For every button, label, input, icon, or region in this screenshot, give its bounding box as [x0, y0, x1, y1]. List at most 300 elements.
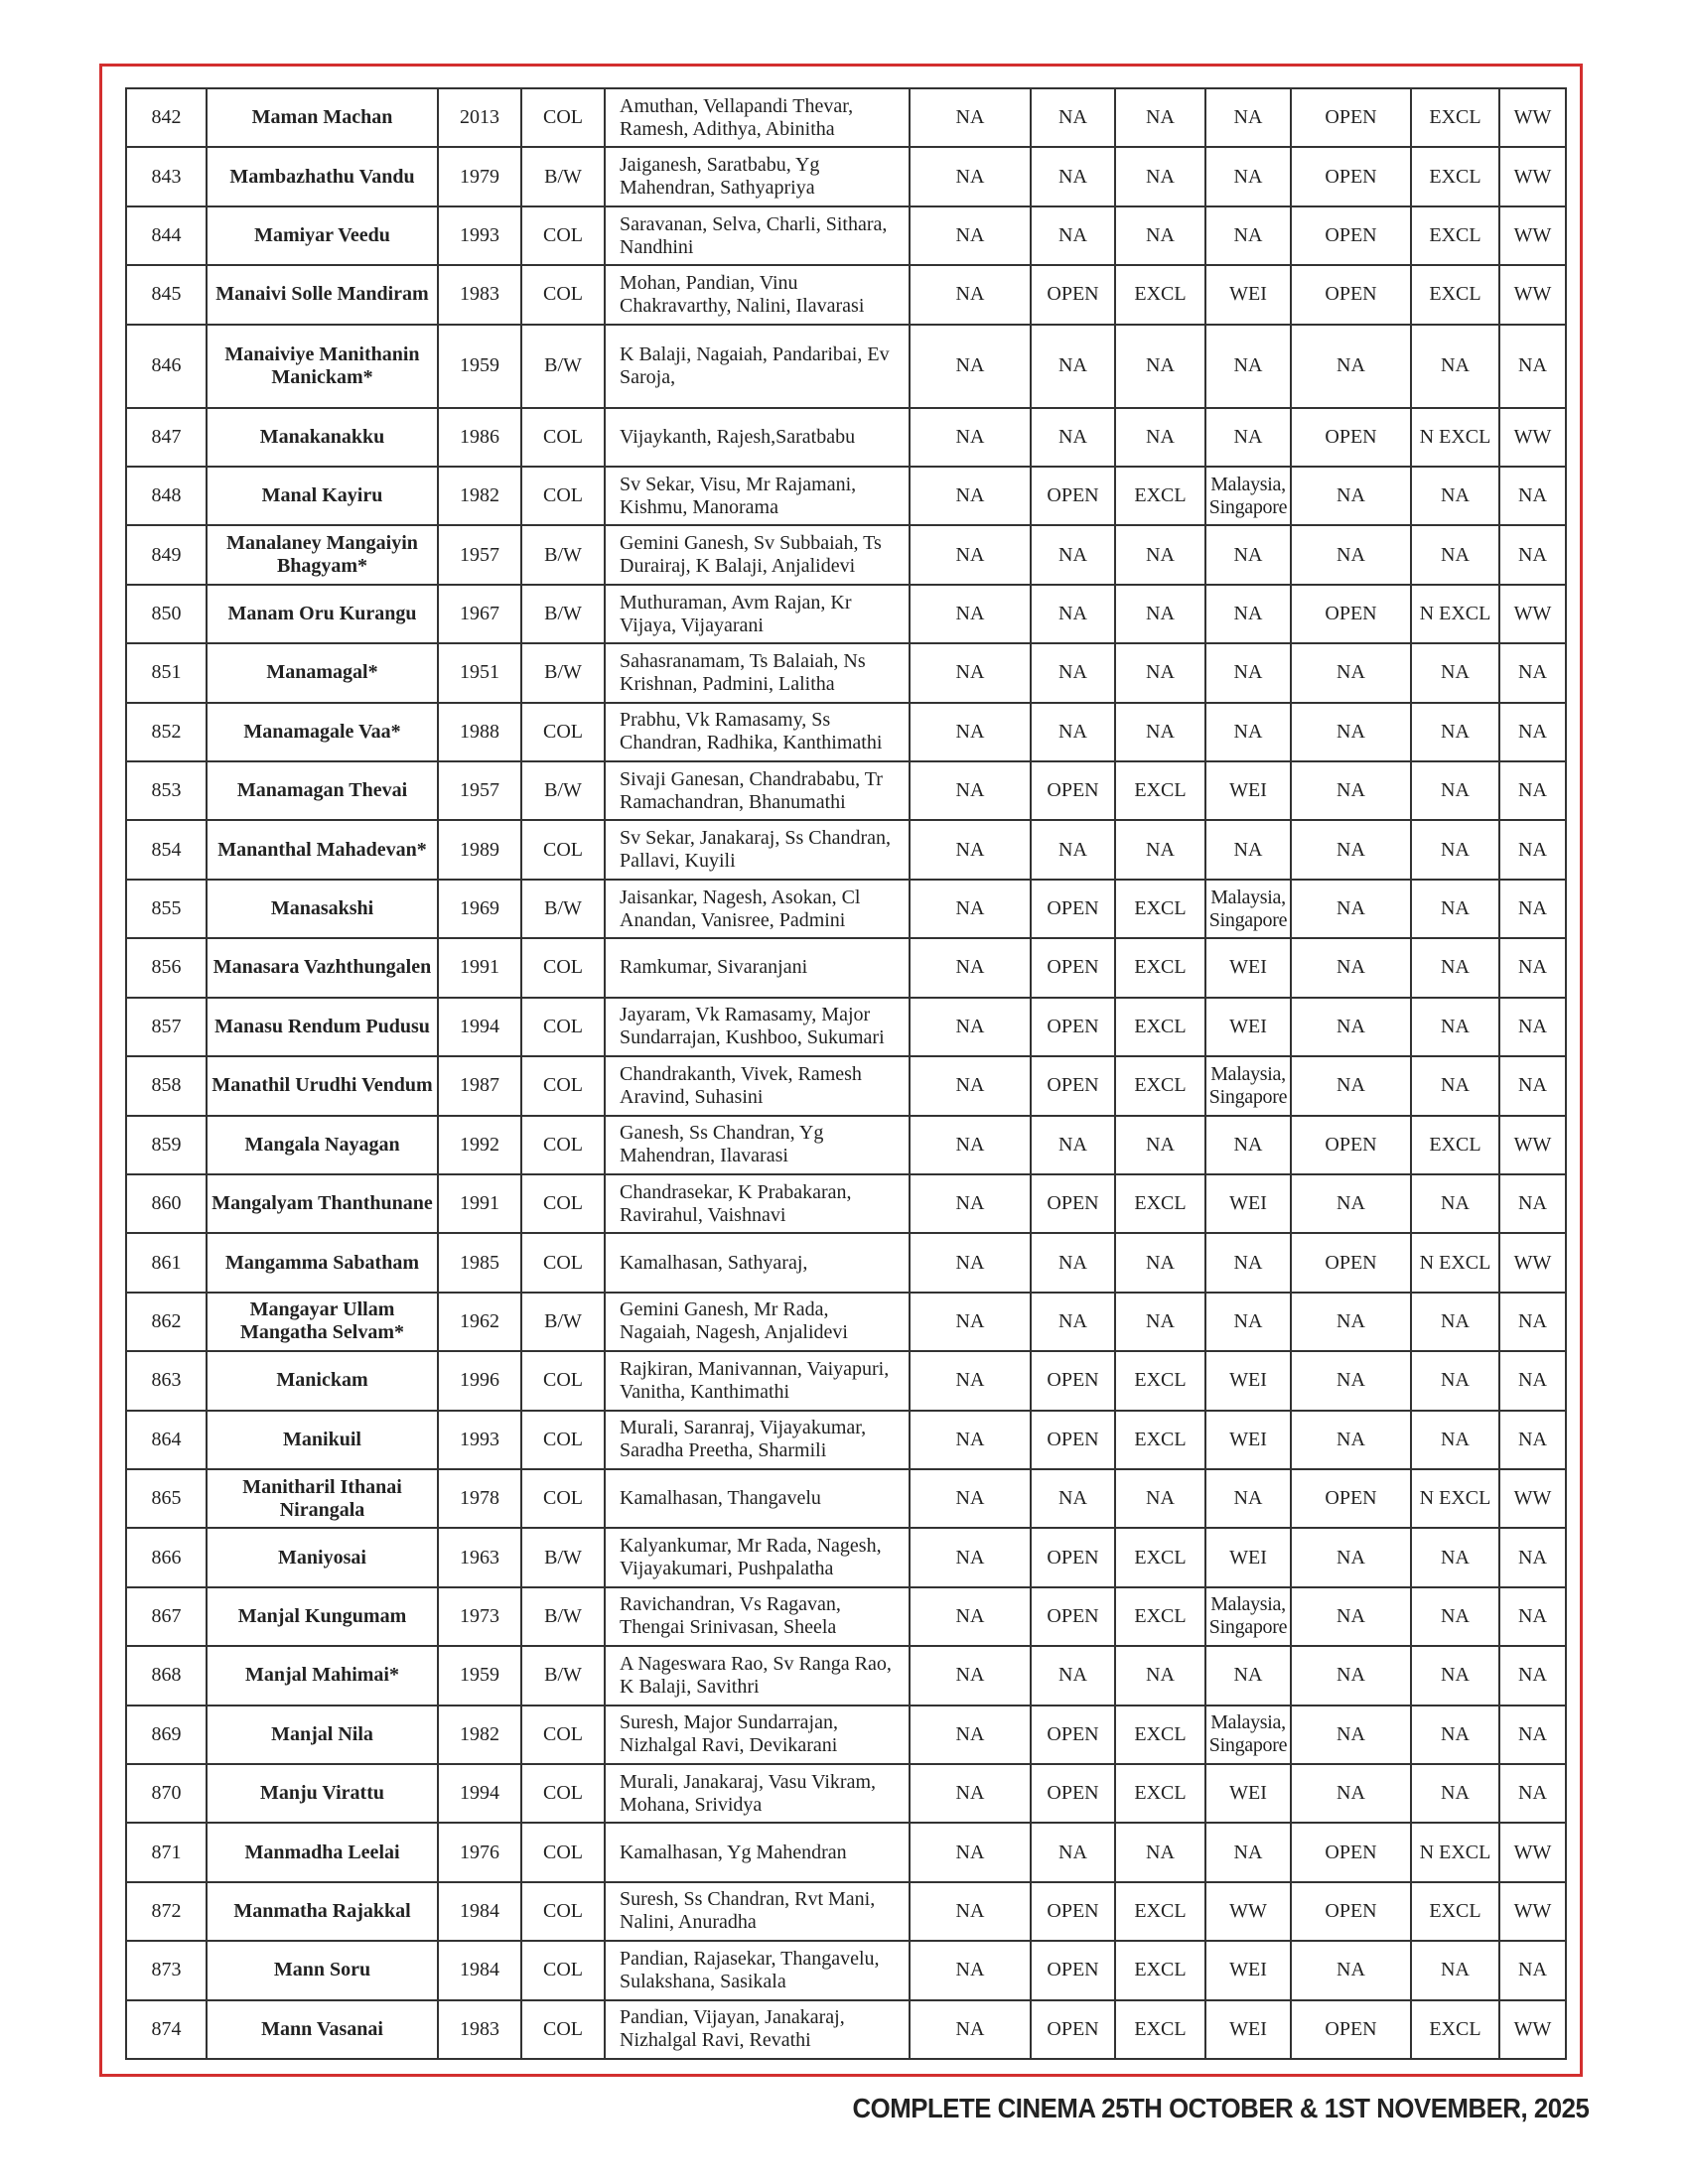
rights-col-3-cell: EXCL [1115, 265, 1205, 324]
rights-col-7-cell: NA [1499, 820, 1566, 879]
rights-col-6-cell: NA [1411, 1587, 1499, 1646]
rights-col-7-cell: WW [1499, 206, 1566, 265]
rights-col-7-cell: WW [1499, 1116, 1566, 1174]
color-type-cell: COL [521, 1469, 605, 1528]
rights-col-1-cell: NA [910, 1411, 1031, 1469]
rights-col-6-cell: NA [1411, 1174, 1499, 1233]
rights-col-7-cell: NA [1499, 1587, 1566, 1646]
rights-col-6-cell: EXCL [1411, 265, 1499, 324]
rights-col-7-cell: WW [1499, 585, 1566, 643]
rights-col-6-cell: NA [1411, 820, 1499, 879]
table-row [126, 585, 1566, 643]
rights-col-4-cell: NA [1205, 1823, 1291, 1881]
color-type-cell: COL [521, 2000, 605, 2059]
rights-col-5-cell: NA [1291, 938, 1411, 997]
rights-col-2-cell: NA [1031, 820, 1115, 879]
rights-col-1-cell: NA [910, 703, 1031, 761]
rights-col-5-cell: OPEN [1291, 585, 1411, 643]
table-row [126, 265, 1566, 324]
serial-number-cell: 845 [126, 265, 207, 324]
rights-col-5-cell: OPEN [1291, 265, 1411, 324]
rights-col-2-cell: NA [1031, 1293, 1115, 1351]
rights-col-1-cell: NA [910, 1587, 1031, 1646]
rights-col-4-cell: NA [1205, 1469, 1291, 1528]
color-type-cell: COL [521, 938, 605, 997]
serial-number-cell: 843 [126, 147, 207, 205]
serial-number-cell: 874 [126, 2000, 207, 2059]
rights-col-6-cell: NA [1411, 1056, 1499, 1115]
rights-col-6-cell: NA [1411, 1528, 1499, 1586]
film-title-cell: Manjal Mahimai* [207, 1646, 438, 1705]
color-type-cell: B/W [521, 1528, 605, 1586]
film-title-cell: Mamiyar Veedu [207, 206, 438, 265]
serial-number-cell: 868 [126, 1646, 207, 1705]
cast-cell: Jaisankar, Nagesh, Asokan, Cl Anandan, Vanisree, Padmini [605, 880, 910, 938]
rights-col-3-cell: EXCL [1115, 938, 1205, 997]
serial-number-cell: 856 [126, 938, 207, 997]
rights-col-7-cell: NA [1499, 1941, 1566, 1999]
color-type-cell: COL [521, 1706, 605, 1764]
table-row [126, 88, 1566, 147]
table-row [126, 525, 1566, 584]
film-title-cell: Manjal Nila [207, 1706, 438, 1764]
color-type-cell: COL [521, 820, 605, 879]
rights-col-2-cell: OPEN [1031, 2000, 1115, 2059]
table-body [126, 88, 1566, 2059]
rights-col-7-cell: NA [1499, 1764, 1566, 1823]
cast-cell: Sv Sekar, Visu, Mr Rajamani, Kishmu, Manorama [605, 467, 910, 525]
year-cell: 1959 [438, 1646, 521, 1705]
rights-col-5-cell: OPEN [1291, 408, 1411, 467]
rights-col-6-cell: NA [1411, 1293, 1499, 1351]
serial-number-cell: 849 [126, 525, 207, 584]
rights-col-5-cell: NA [1291, 643, 1411, 702]
rights-col-6-cell: NA [1411, 938, 1499, 997]
rights-col-1-cell: NA [910, 2000, 1031, 2059]
serial-number-cell: 847 [126, 408, 207, 467]
rights-col-1-cell: NA [910, 820, 1031, 879]
rights-col-5-cell: OPEN [1291, 147, 1411, 205]
rights-col-4-cell: Malaysia, Singapore [1205, 1587, 1291, 1646]
rights-col-6-cell: NA [1411, 525, 1499, 584]
table-row [126, 2000, 1566, 2059]
film-title-cell: Manaiviye Manithanin Manickam* [207, 325, 438, 408]
film-title-cell: Mangala Nayagan [207, 1116, 438, 1174]
rights-col-5-cell: OPEN [1291, 1882, 1411, 1941]
footer-publication-line: COMPLETE CINEMA 25TH OCTOBER & 1ST NOVEMBER, 2025 [852, 2093, 1589, 2123]
rights-col-4-cell: NA [1205, 525, 1291, 584]
table-row [126, 1233, 1566, 1292]
table-row [126, 1823, 1566, 1881]
rights-col-1-cell: NA [910, 147, 1031, 205]
rights-col-4-cell: WEI [1205, 938, 1291, 997]
year-cell: 1988 [438, 703, 521, 761]
table-row [126, 325, 1566, 408]
rights-col-6-cell: NA [1411, 1764, 1499, 1823]
table-row [126, 820, 1566, 879]
rights-col-4-cell: WEI [1205, 1941, 1291, 1999]
table-row [126, 1174, 1566, 1233]
cast-cell: Sahasranamam, Ts Balaiah, Ns Krishnan, Padmini, Lalitha [605, 643, 910, 702]
rights-col-1-cell: NA [910, 1706, 1031, 1764]
rights-col-1-cell: NA [910, 1941, 1031, 1999]
rights-col-4-cell: WEI [1205, 1764, 1291, 1823]
film-title-cell: Manjal Kungumam [207, 1587, 438, 1646]
rights-col-6-cell: N EXCL [1411, 408, 1499, 467]
serial-number-cell: 866 [126, 1528, 207, 1586]
rights-col-1-cell: NA [910, 265, 1031, 324]
rights-col-7-cell: WW [1499, 88, 1566, 147]
rights-col-4-cell: WEI [1205, 1411, 1291, 1469]
table-row [126, 643, 1566, 702]
rights-col-4-cell: Malaysia, Singapore [1205, 467, 1291, 525]
year-cell: 1986 [438, 408, 521, 467]
rights-col-3-cell: NA [1115, 1646, 1205, 1705]
rights-col-4-cell: Malaysia, Singapore [1205, 880, 1291, 938]
year-cell: 1957 [438, 525, 521, 584]
table-row [126, 938, 1566, 997]
rights-col-1-cell: NA [910, 1174, 1031, 1233]
film-title-cell: Mananthal Mahadevan* [207, 820, 438, 879]
serial-number-cell: 857 [126, 998, 207, 1056]
color-type-cell: B/W [521, 1646, 605, 1705]
rights-col-5-cell: NA [1291, 703, 1411, 761]
year-cell: 1959 [438, 325, 521, 408]
cast-cell: Jaiganesh, Saratbabu, Yg Mahendran, Sathyapriya [605, 147, 910, 205]
rights-col-3-cell: EXCL [1115, 1882, 1205, 1941]
table-row [126, 1706, 1566, 1764]
rights-col-7-cell: WW [1499, 1233, 1566, 1292]
rights-col-6-cell: EXCL [1411, 206, 1499, 265]
rights-col-5-cell: NA [1291, 1411, 1411, 1469]
serial-number-cell: 859 [126, 1116, 207, 1174]
rights-col-4-cell: NA [1205, 643, 1291, 702]
film-rights-table [125, 87, 1567, 2060]
rights-col-7-cell: NA [1499, 998, 1566, 1056]
rights-col-1-cell: NA [910, 1764, 1031, 1823]
serial-number-cell: 872 [126, 1882, 207, 1941]
rights-col-5-cell: NA [1291, 1587, 1411, 1646]
year-cell: 1994 [438, 998, 521, 1056]
cast-cell: Ganesh, Ss Chandran, Yg Mahendran, Ilavarasi [605, 1116, 910, 1174]
rights-col-5-cell: NA [1291, 325, 1411, 408]
year-cell: 1984 [438, 1882, 521, 1941]
rights-col-3-cell: NA [1115, 1469, 1205, 1528]
color-type-cell: COL [521, 1116, 605, 1174]
serial-number-cell: 846 [126, 325, 207, 408]
cast-cell: Chandrakanth, Vivek, Ramesh Aravind, Suhasini [605, 1056, 910, 1115]
year-cell: 1993 [438, 206, 521, 265]
rights-col-2-cell: NA [1031, 206, 1115, 265]
rights-col-3-cell: EXCL [1115, 1174, 1205, 1233]
cast-cell: Kamalhasan, Yg Mahendran [605, 1823, 910, 1881]
serial-number-cell: 850 [126, 585, 207, 643]
rights-col-3-cell: EXCL [1115, 2000, 1205, 2059]
table-row [126, 147, 1566, 205]
rights-col-3-cell: EXCL [1115, 1706, 1205, 1764]
rights-col-6-cell: EXCL [1411, 88, 1499, 147]
cast-cell: Gemini Ganesh, Mr Rada, Nagaiah, Nagesh, Anjalidevi [605, 1293, 910, 1351]
rights-col-1-cell: NA [910, 206, 1031, 265]
rights-col-5-cell: NA [1291, 880, 1411, 938]
rights-col-6-cell: EXCL [1411, 2000, 1499, 2059]
film-title-cell: Manamagale Vaa* [207, 703, 438, 761]
film-title-cell: Maniyosai [207, 1528, 438, 1586]
rights-col-3-cell: NA [1115, 1293, 1205, 1351]
rights-col-2-cell: NA [1031, 1116, 1115, 1174]
rights-col-2-cell: OPEN [1031, 1056, 1115, 1115]
color-type-cell: B/W [521, 1587, 605, 1646]
rights-col-6-cell: NA [1411, 1351, 1499, 1410]
table-row [126, 408, 1566, 467]
rights-col-1-cell: NA [910, 1469, 1031, 1528]
rights-col-2-cell: OPEN [1031, 1528, 1115, 1586]
cast-cell: Amuthan, Vellapandi Thevar, Ramesh, Adithya, Abinitha [605, 88, 910, 147]
rights-col-3-cell: NA [1115, 820, 1205, 879]
table-row [126, 1587, 1566, 1646]
table-row [126, 1941, 1566, 1999]
serial-number-cell: 860 [126, 1174, 207, 1233]
rights-col-1-cell: NA [910, 1056, 1031, 1115]
color-type-cell: COL [521, 88, 605, 147]
table-row [126, 1293, 1566, 1351]
rights-col-1-cell: NA [910, 1233, 1031, 1292]
rights-col-3-cell: EXCL [1115, 1764, 1205, 1823]
cast-cell: Jayaram, Vk Ramasamy, Major Sundarrajan, Kushboo, Sukumari [605, 998, 910, 1056]
cast-cell: Murali, Janakaraj, Vasu Vikram, Mohana, Srividya [605, 1764, 910, 1823]
cast-cell: Ramkumar, Sivaranjani [605, 938, 910, 997]
year-cell: 1962 [438, 1293, 521, 1351]
rights-col-3-cell: NA [1115, 1823, 1205, 1881]
rights-col-4-cell: NA [1205, 820, 1291, 879]
serial-number-cell: 862 [126, 1293, 207, 1351]
year-cell: 1976 [438, 1823, 521, 1881]
film-title-cell: Manathil Urudhi Vendum [207, 1056, 438, 1115]
rights-col-1-cell: NA [910, 325, 1031, 408]
rights-col-7-cell: NA [1499, 880, 1566, 938]
rights-col-4-cell: NA [1205, 1116, 1291, 1174]
rights-col-7-cell: WW [1499, 147, 1566, 205]
color-type-cell: COL [521, 1411, 605, 1469]
rights-col-5-cell: NA [1291, 1528, 1411, 1586]
rights-col-2-cell: NA [1031, 1469, 1115, 1528]
color-type-cell: COL [521, 1882, 605, 1941]
rights-col-2-cell: NA [1031, 643, 1115, 702]
rights-col-2-cell: OPEN [1031, 1351, 1115, 1410]
table-row [126, 467, 1566, 525]
rights-col-5-cell: NA [1291, 467, 1411, 525]
rights-col-4-cell: WEI [1205, 1528, 1291, 1586]
rights-col-5-cell: NA [1291, 1941, 1411, 1999]
rights-col-3-cell: NA [1115, 88, 1205, 147]
table-row [126, 1056, 1566, 1115]
rights-col-5-cell: OPEN [1291, 1469, 1411, 1528]
rights-col-2-cell: OPEN [1031, 467, 1115, 525]
rights-col-3-cell: EXCL [1115, 1587, 1205, 1646]
cast-cell: Kamalhasan, Sathyaraj, [605, 1233, 910, 1292]
table-row [126, 1882, 1566, 1941]
rights-col-4-cell: NA [1205, 585, 1291, 643]
color-type-cell: COL [521, 1941, 605, 1999]
rights-col-1-cell: NA [910, 585, 1031, 643]
rights-col-4-cell: NA [1205, 206, 1291, 265]
rights-col-2-cell: NA [1031, 525, 1115, 584]
rights-col-1-cell: NA [910, 643, 1031, 702]
film-title-cell: Manamagan Thevai [207, 761, 438, 820]
table-row [126, 880, 1566, 938]
cast-cell: Vijaykanth, Rajesh,Saratbabu [605, 408, 910, 467]
cast-cell: A Nageswara Rao, Sv Ranga Rao, K Balaji, Savithri [605, 1646, 910, 1705]
rights-col-4-cell: NA [1205, 1646, 1291, 1705]
rights-col-2-cell: NA [1031, 325, 1115, 408]
rights-col-2-cell: OPEN [1031, 1411, 1115, 1469]
rights-col-1-cell: NA [910, 998, 1031, 1056]
serial-number-cell: 861 [126, 1233, 207, 1292]
rights-col-3-cell: NA [1115, 325, 1205, 408]
rights-col-3-cell: EXCL [1115, 998, 1205, 1056]
rights-col-7-cell: NA [1499, 1706, 1566, 1764]
year-cell: 1991 [438, 1174, 521, 1233]
year-cell: 1983 [438, 2000, 521, 2059]
cast-cell: Suresh, Major Sundarrajan, Nizhalgal Ravi, Devikarani [605, 1706, 910, 1764]
color-type-cell: B/W [521, 761, 605, 820]
serial-number-cell: 851 [126, 643, 207, 702]
rights-col-1-cell: NA [910, 1351, 1031, 1410]
rights-col-2-cell: NA [1031, 1233, 1115, 1292]
cast-cell: Pandian, Vijayan, Janakaraj, Nizhalgal Ravi, Revathi [605, 2000, 910, 2059]
table-row [126, 703, 1566, 761]
rights-col-6-cell: EXCL [1411, 1882, 1499, 1941]
rights-col-3-cell: NA [1115, 147, 1205, 205]
color-type-cell: COL [521, 998, 605, 1056]
rights-col-5-cell: OPEN [1291, 1116, 1411, 1174]
year-cell: 1978 [438, 1469, 521, 1528]
cast-cell: Saravanan, Selva, Charli, Sithara, Nandhini [605, 206, 910, 265]
rights-col-7-cell: NA [1499, 938, 1566, 997]
rights-col-1-cell: NA [910, 88, 1031, 147]
rights-col-2-cell: OPEN [1031, 761, 1115, 820]
rights-col-3-cell: EXCL [1115, 1351, 1205, 1410]
rights-col-7-cell: NA [1499, 1351, 1566, 1410]
rights-col-7-cell: WW [1499, 265, 1566, 324]
rights-col-7-cell: WW [1499, 1882, 1566, 1941]
year-cell: 1992 [438, 1116, 521, 1174]
rights-col-7-cell: WW [1499, 408, 1566, 467]
rights-col-5-cell: NA [1291, 820, 1411, 879]
year-cell: 1979 [438, 147, 521, 205]
rights-col-3-cell: NA [1115, 525, 1205, 584]
cast-cell: Gemini Ganesh, Sv Subbaiah, Ts Durairaj, K Balaji, Anjalidevi [605, 525, 910, 584]
rights-col-7-cell: NA [1499, 1056, 1566, 1115]
color-type-cell: B/W [521, 585, 605, 643]
film-title-cell: Manitharil Ithanai Nirangala [207, 1469, 438, 1528]
serial-number-cell: 867 [126, 1587, 207, 1646]
rights-col-6-cell: NA [1411, 467, 1499, 525]
cast-cell: Murali, Saranraj, Vijayakumar, Saradha Preetha, Sharmili [605, 1411, 910, 1469]
film-title-cell: Mangamma Sabatham [207, 1233, 438, 1292]
table-row [126, 761, 1566, 820]
rights-col-6-cell: NA [1411, 643, 1499, 702]
serial-number-cell: 870 [126, 1764, 207, 1823]
rights-col-7-cell: NA [1499, 1293, 1566, 1351]
rights-col-4-cell: WEI [1205, 265, 1291, 324]
serial-number-cell: 863 [126, 1351, 207, 1410]
rights-col-2-cell: NA [1031, 147, 1115, 205]
rights-col-5-cell: NA [1291, 761, 1411, 820]
rights-col-5-cell: OPEN [1291, 1233, 1411, 1292]
film-title-cell: Mann Vasanai [207, 2000, 438, 2059]
color-type-cell: COL [521, 1233, 605, 1292]
rights-col-1-cell: NA [910, 408, 1031, 467]
rights-col-4-cell: NA [1205, 147, 1291, 205]
rights-col-2-cell: OPEN [1031, 938, 1115, 997]
rights-col-1-cell: NA [910, 938, 1031, 997]
color-type-cell: B/W [521, 1293, 605, 1351]
rights-col-7-cell: NA [1499, 325, 1566, 408]
rights-col-5-cell: NA [1291, 1056, 1411, 1115]
rights-col-3-cell: EXCL [1115, 1411, 1205, 1469]
rights-col-4-cell: WEI [1205, 2000, 1291, 2059]
table-row [126, 1764, 1566, 1823]
rights-col-6-cell: NA [1411, 325, 1499, 408]
rights-col-6-cell: NA [1411, 1411, 1499, 1469]
rights-col-5-cell: NA [1291, 1293, 1411, 1351]
rights-col-4-cell: WEI [1205, 761, 1291, 820]
rights-col-7-cell: WW [1499, 1823, 1566, 1881]
rights-col-3-cell: EXCL [1115, 1941, 1205, 1999]
year-cell: 1963 [438, 1528, 521, 1586]
table-row [126, 1351, 1566, 1410]
film-title-cell: Manam Oru Kurangu [207, 585, 438, 643]
rights-col-3-cell: EXCL [1115, 1528, 1205, 1586]
film-title-cell: Manal Kayiru [207, 467, 438, 525]
year-cell: 1967 [438, 585, 521, 643]
rights-col-5-cell: NA [1291, 998, 1411, 1056]
color-type-cell: COL [521, 265, 605, 324]
year-cell: 1996 [438, 1351, 521, 1410]
rights-col-6-cell: NA [1411, 703, 1499, 761]
film-title-cell: Maman Machan [207, 88, 438, 147]
film-title-cell: Mann Soru [207, 1941, 438, 1999]
film-title-cell: Manakanakku [207, 408, 438, 467]
color-type-cell: COL [521, 467, 605, 525]
film-title-cell: Manasu Rendum Pudusu [207, 998, 438, 1056]
rights-col-5-cell: NA [1291, 1764, 1411, 1823]
rights-col-2-cell: OPEN [1031, 1882, 1115, 1941]
film-title-cell: Manikuil [207, 1411, 438, 1469]
film-title-cell: Mangayar Ullam Mangatha Selvam* [207, 1293, 438, 1351]
cast-cell: Muthuraman, Avm Rajan, Kr Vijaya, Vijayarani [605, 585, 910, 643]
serial-number-cell: 871 [126, 1823, 207, 1881]
cast-cell: Sv Sekar, Janakaraj, Ss Chandran, Pallavi, Kuyili [605, 820, 910, 879]
rights-col-6-cell: NA [1411, 1941, 1499, 1999]
year-cell: 1969 [438, 880, 521, 938]
rights-col-3-cell: NA [1115, 1116, 1205, 1174]
year-cell: 1993 [438, 1411, 521, 1469]
rights-col-2-cell: OPEN [1031, 1174, 1115, 1233]
rights-col-4-cell: Malaysia, Singapore [1205, 1706, 1291, 1764]
rights-col-7-cell: NA [1499, 643, 1566, 702]
serial-number-cell: 842 [126, 88, 207, 147]
rights-col-2-cell: NA [1031, 1646, 1115, 1705]
rights-col-2-cell: OPEN [1031, 1706, 1115, 1764]
rights-col-3-cell: EXCL [1115, 761, 1205, 820]
year-cell: 1989 [438, 820, 521, 879]
year-cell: 1951 [438, 643, 521, 702]
rights-col-6-cell: N EXCL [1411, 585, 1499, 643]
color-type-cell: COL [521, 1823, 605, 1881]
serial-number-cell: 855 [126, 880, 207, 938]
